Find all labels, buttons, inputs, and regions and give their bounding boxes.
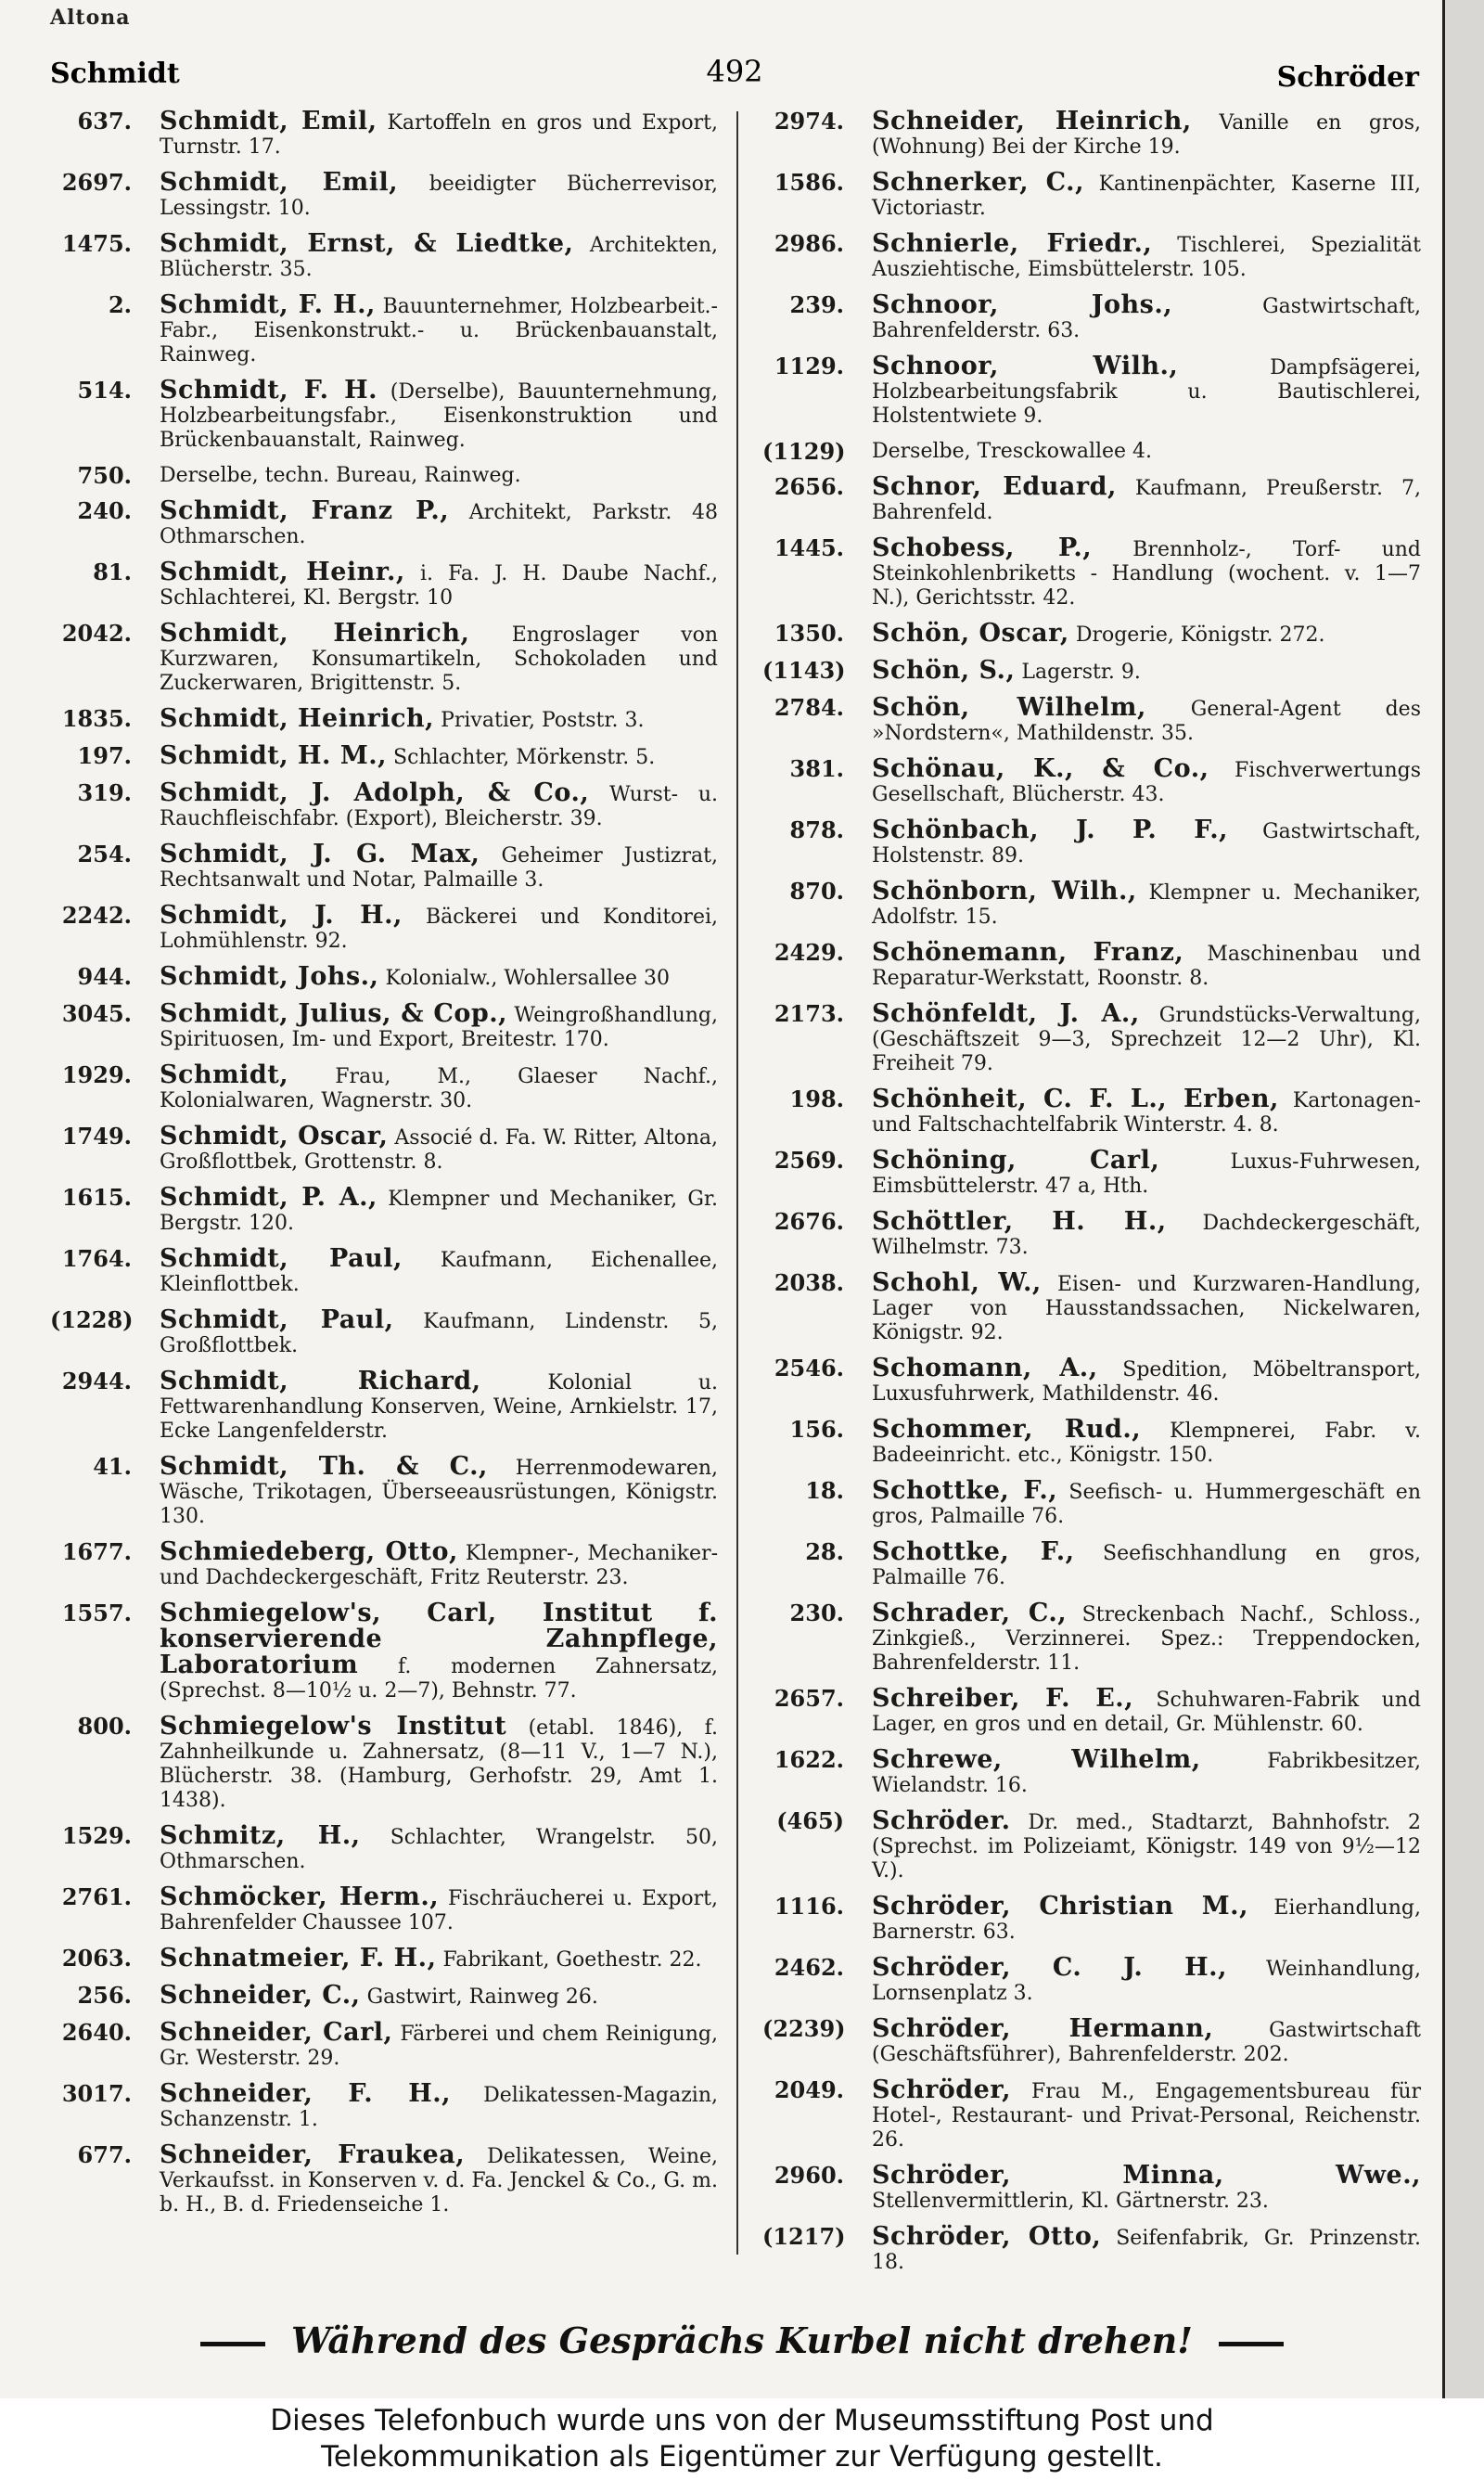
- subscriber-name: Schmidt, Emil,: [160, 107, 377, 135]
- phone-number: 41.: [93, 1453, 132, 1480]
- directory-entry: [50, 901, 718, 954]
- phone-number: (1228): [50, 1306, 134, 1333]
- phone-number: 637.: [77, 108, 132, 135]
- phone-number: 1529.: [61, 1822, 132, 1849]
- warning-dash-right: [1219, 2342, 1284, 2346]
- subscriber-name: Schneider, F. H.,: [160, 2079, 452, 2108]
- subscriber-name: Schmidt, P. A.,: [160, 1183, 377, 1212]
- subscriber-details: Frau M., Engagementsbureau für Hotel-, Restaurant- und Privat-Personal, Reichenstr. 26.: [872, 2080, 1422, 2152]
- directory-entry: [762, 354, 1421, 429]
- subscriber-name: Schmidt, Heinr.,: [160, 558, 405, 586]
- subscriber-details: Grundstücks-Verwaltung, (Geschäftszeit 9—3, Sprechzeit 12—2 Uhr), Kl. Freiheit 79.: [872, 1004, 1421, 1075]
- subscriber-name: Schneider, C.,: [160, 1981, 361, 2010]
- subscriber-name: Schmidt, Johs.,: [160, 962, 379, 991]
- phone-number: 2784.: [774, 694, 844, 721]
- directory-entry: [762, 1953, 1421, 2006]
- directory-entry: [762, 2014, 1421, 2067]
- subscriber-name: Schmidt, Th. & C.,: [160, 1452, 488, 1481]
- directory-entry: [50, 496, 718, 549]
- credit-note: [0, 2403, 1484, 2475]
- subscriber-details: Architekten, Blücherstr. 35.: [160, 234, 718, 281]
- subscriber-name: Schnoor, Johs.,: [872, 290, 1173, 319]
- subscriber-details: Weingroßhandlung, Spirituosen, Im- und Export, Breitestr. 170.: [160, 1004, 718, 1051]
- directory-entry: [762, 818, 1421, 868]
- phone-number: 2676.: [774, 1208, 844, 1235]
- subscriber-details: Weinhandlung, Lornsenplatz 3.: [872, 1958, 1421, 2005]
- directory-entry: [50, 619, 718, 696]
- subscriber-details: Klempnerei, Fabr. v. Badeeinricht. etc., Königstr. 150.: [872, 1420, 1421, 1467]
- directory-entry: [762, 1087, 1421, 1137]
- subscriber-name: Schön, S.,: [872, 656, 1016, 685]
- phone-number: (1143): [762, 657, 846, 684]
- subscriber-name: Schreiber, F. E.,: [872, 1684, 1134, 1713]
- phone-number: 2657.: [774, 1685, 844, 1712]
- phone-number: 2462.: [774, 1954, 844, 1981]
- directory-entry: [50, 1183, 719, 1236]
- subscriber-details: Fabrikbesitzer, Wielandstr. 16.: [872, 1750, 1422, 1797]
- subscriber-details: Kolonial u. Fettwarenhandlung Konserven, Weine, Arnkielstr. 17, Ecke Langenfelderstr.: [160, 1371, 718, 1443]
- directory-entry: [50, 1369, 718, 1444]
- subscriber-name: Schmidt,: [160, 1060, 289, 1089]
- subscriber-details: Färberei und chem Reinigung, Gr. Westerstr. 29.: [160, 2023, 718, 2070]
- subscriber-details: Delikatessen, Weine, Verkaufsst. in Konserven v. d. Fa. Jenckel & Co., G. m. b. H., B. d. Friedenseiche 1.: [160, 2145, 718, 2217]
- phone-number: 870.: [789, 878, 844, 905]
- subscriber-details: Kaufmann, Eichenallee, Kleinflottbek.: [160, 1249, 718, 1296]
- phone-number: 2038.: [774, 1269, 844, 1296]
- phone-number: 750.: [77, 462, 132, 489]
- phone-number: 319.: [77, 779, 132, 806]
- header-right: Schröder: [1276, 61, 1419, 94]
- phone-number: 230.: [789, 1600, 844, 1626]
- directory-entry: [50, 741, 718, 770]
- subscriber-name: Schönborn, Wilh.,: [872, 877, 1137, 906]
- phone-number: 254.: [77, 841, 132, 867]
- phone-number: 1677.: [61, 1538, 132, 1565]
- next-page-edge: [1442, 0, 1484, 2398]
- subscriber-name: Schmöcker, Herm.,: [160, 1882, 440, 1911]
- credit-line-1: Dieses Telefonbuch wurde uns von der Museumsstiftung Post und: [270, 2404, 1214, 2437]
- phone-number: 1129.: [774, 353, 844, 379]
- directory-entry: [762, 999, 1421, 1076]
- subscriber-name: Schmidt, Paul,: [160, 1244, 403, 1273]
- directory-entry: [762, 1806, 1422, 1883]
- phone-number: 2697.: [61, 169, 132, 196]
- subscriber-name: Schönau, K., & Co.,: [872, 754, 1209, 783]
- left-column: [50, 109, 718, 2229]
- directory-entry: [50, 1124, 718, 1175]
- subscriber-name: Schmidt, Heinrich,: [160, 704, 435, 733]
- subscriber-name: Schrewe, Wilhelm,: [872, 1745, 1201, 1774]
- subscriber-details: Wurst- u. Rauchfleischfabr. (Export), Bleicherstr. 39.: [160, 783, 718, 830]
- subscriber-name: Schmidt, J. G. Max,: [160, 840, 480, 868]
- subscriber-name: Schönemann, Franz,: [872, 938, 1184, 967]
- subscriber-details: Delikatessen-Magazin, Schanzenstr. 1.: [160, 2084, 718, 2131]
- right-column: [762, 109, 1421, 2286]
- directory-entry: [50, 1452, 718, 1529]
- subscriber-details: Eisen- und Kurzwaren-Handlung, Lager von Hausstandssachen, Nickelwaren, Königstr. 92.: [872, 1273, 1421, 1344]
- subscriber-name: Schnor, Eduard,: [872, 472, 1117, 501]
- subscriber-name: Schneider, Fraukea,: [160, 2140, 466, 2169]
- subscriber-name: Schmidt, J. H.,: [160, 901, 403, 930]
- directory-entry: [50, 1882, 718, 1935]
- directory-entry: [762, 1684, 1421, 1737]
- phone-number: 944.: [77, 963, 132, 990]
- phone-number: 2761.: [61, 1883, 132, 1910]
- directory-entry: [50, 1601, 718, 1703]
- directory-entry: [50, 1944, 718, 1972]
- directory-entry: [762, 229, 1421, 282]
- directory-entry: [50, 842, 718, 893]
- subscriber-details: Geheimer Justizrat, Rechtsanwalt und Notar, Palmaille 3.: [160, 844, 718, 892]
- subscriber-details: Kartoffeln en gros und Export, Turnstr. 17.: [160, 111, 719, 159]
- subscriber-details: Klempner u. Mechaniker, Adolfstr. 15.: [872, 881, 1422, 929]
- phone-number: 2986.: [774, 230, 844, 257]
- subscriber-name: Schneider, Carl,: [160, 2018, 393, 2047]
- phone-number: 2546.: [774, 1355, 844, 1381]
- subscriber-details: Gastwirtschaft, Holstenstr. 89.: [872, 820, 1421, 867]
- subscriber-name: Schmidt, F. H.: [160, 376, 378, 405]
- subscriber-details: (Derselbe), Bauunternehmung, Holzbearbeitungsfabr., Eisenkonstruktion und Brückenbauanstalt, Rainweg.: [160, 380, 718, 452]
- subscriber-details: Spedition, Möbeltransport, Luxusfuhrwerk, Mathildenstr. 46.: [872, 1358, 1422, 1406]
- directory-entry: [50, 1244, 718, 1297]
- phone-number: 2429.: [774, 939, 844, 966]
- subscriber-details: Eierhandlung, Barnerstr. 63.: [872, 1896, 1421, 1944]
- directory-entry: [762, 472, 1421, 525]
- phone-number: 381.: [789, 755, 844, 782]
- subscriber-name: Schön, Wilhelm,: [872, 693, 1146, 722]
- crank-warning: [0, 2319, 1484, 2361]
- subscriber-details: Klempner und Mechaniker, Gr. Bergstr. 120.: [160, 1188, 719, 1235]
- subscriber-details: Drogerie, Königstr. 272.: [1075, 623, 1325, 647]
- warning-text: Während des Gesprächs Kurbel nicht drehen!: [291, 2319, 1193, 2361]
- phone-number: 239.: [789, 291, 844, 318]
- subscriber-details: Seifenfabrik, Gr. Prinzenstr. 18.: [872, 2227, 1422, 2274]
- phone-number: 3017.: [61, 2080, 132, 2107]
- phone-number: 1929.: [61, 1061, 132, 1088]
- directory-entry: [762, 290, 1421, 343]
- subscriber-details: Kartonagen- und Faltschachtelfabrik Winterstr. 4. 8.: [872, 1089, 1421, 1137]
- column-divider: [736, 111, 738, 2255]
- phone-number: 2242.: [61, 902, 132, 929]
- phone-number: 2656.: [774, 473, 844, 500]
- subscriber-details: General-Agent des »Nordstern«, Mathildenstr. 35.: [872, 698, 1421, 745]
- directory-entry: [50, 1305, 718, 1358]
- subscriber-details: Schlachter, Mörkenstr. 5.: [393, 746, 656, 769]
- phone-number: 2173.: [774, 1000, 844, 1027]
- subscriber-name: Schröder.: [872, 1806, 1011, 1835]
- subscriber-name: Schomann, A.,: [872, 1354, 1098, 1382]
- subscriber-name: Schmiegelow's Institut: [160, 1712, 507, 1741]
- subscriber-name: Schmidt, Paul,: [160, 1305, 394, 1334]
- phone-number: 514.: [77, 377, 132, 404]
- subscriber-details: Bäckerei und Konditorei, Lohmühlenstr. 92.: [160, 906, 718, 953]
- directory-entry: [762, 754, 1421, 807]
- subscriber-name: Schnoor, Wilh.,: [872, 352, 1179, 380]
- credit-line-2: Telekommunikation als Eigentümer zur Verfügung gestellt.: [321, 2440, 1163, 2474]
- subscriber-name: Schröder, Christian M.,: [872, 1892, 1248, 1921]
- subscriber-name: Schmidt, F. H.,: [160, 290, 376, 319]
- subscriber-name: Schnerker, C.,: [872, 168, 1084, 197]
- subscriber-name: Schröder, Otto,: [872, 2222, 1102, 2251]
- subscriber-name: Schmitz, H.,: [160, 1821, 361, 1850]
- phone-number: 28.: [805, 1538, 844, 1565]
- subscriber-name: Schmidt, Emil,: [160, 168, 399, 197]
- directory-entry: [50, 1981, 718, 2010]
- subscriber-name: Schröder, Hermann,: [872, 2014, 1214, 2043]
- subscriber-name: Schneider, Heinrich,: [872, 107, 1192, 135]
- subscriber-details: Fischverwertungs Gesellschaft, Blücherstr. 43.: [872, 759, 1421, 806]
- directory-entry: [762, 1268, 1421, 1345]
- directory-entry: [762, 440, 1421, 464]
- subscriber-details: Kantinenpächter, Kaserne III, Victoriastr.: [872, 173, 1421, 220]
- phone-number: 1586.: [774, 169, 844, 196]
- directory-entry: [50, 376, 718, 453]
- phone-number: 198.: [789, 1086, 844, 1112]
- phone-number: 1764.: [61, 1245, 132, 1272]
- subscriber-details: Engroslager von Kurzwaren, Konsumartikeln, Schokoladen und Zuckerwaren, Brigittenstr. 5.: [160, 623, 718, 695]
- phone-number: 256.: [77, 1982, 132, 2009]
- subscriber-details: Dachdeckergeschäft, Wilhelmstr. 73.: [872, 1212, 1421, 1259]
- subscriber-details: Derselbe, Tresckowallee 4.: [872, 440, 1153, 463]
- directory-entry: [762, 1415, 1421, 1468]
- page-number: 492: [706, 54, 763, 89]
- subscriber-name: Schottke, F.,: [872, 1476, 1058, 1505]
- directory-entry: [762, 619, 1421, 648]
- phone-number: 2049.: [774, 2076, 844, 2103]
- subscriber-details: beeidigter Bücherrevisor, Lessingstr. 10.: [160, 173, 718, 220]
- phone-number: 1615.: [61, 1184, 132, 1211]
- subscriber-details: Kolonialw., Wohlersallee 30: [385, 967, 671, 990]
- subscriber-details: Architekt, Parkstr. 48 Othmarschen.: [160, 501, 718, 548]
- subscriber-details: Bauunternehmer, Holzbearbeit.-Fabr., Eisenkonstrukt.- u. Brückenbauanstalt, Rainweg.: [160, 295, 718, 366]
- phone-number: 1622.: [774, 1746, 844, 1773]
- directory-entry: [762, 1476, 1421, 1529]
- phone-number: (1129): [762, 438, 846, 465]
- subscriber-details: Gastwirtschaft, Bahrenfelderstr. 63.: [872, 295, 1421, 342]
- phone-number: 18.: [805, 1477, 844, 1504]
- directory-entry: [50, 464, 718, 488]
- subscriber-name: Schohl, W.,: [872, 1268, 1042, 1297]
- subscriber-name: Schmiedeberg, Otto,: [160, 1537, 458, 1566]
- directory-entry: [50, 962, 718, 991]
- directory-entry: [50, 1821, 718, 1874]
- subscriber-name: Schönbach, J. P. F.,: [872, 816, 1229, 844]
- phone-number: 2974.: [774, 108, 844, 135]
- directory-entry: [50, 560, 718, 610]
- warning-dash-left: [200, 2342, 265, 2346]
- directory-entry: [50, 290, 718, 367]
- phone-number: (1217): [762, 2223, 846, 2250]
- directory-entry: [762, 1146, 1422, 1199]
- phone-number: 2944.: [61, 1368, 132, 1394]
- directory-entry: [762, 2161, 1421, 2214]
- phone-number: 197.: [77, 742, 132, 769]
- subscriber-details: (etabl. 1846), f. Zahnheilkunde u. Zahnersatz, (8—11 V., 1—7 N.), Blücherstr. 38. (Hamburg, Gerhofstr. 29, Amt 1. 1438).: [160, 1716, 718, 1812]
- directory-entry: [762, 109, 1421, 160]
- directory-entry: [50, 778, 718, 831]
- subscriber-details: Lagerstr. 9.: [1021, 661, 1141, 684]
- directory-entry: [762, 1745, 1422, 1798]
- subscriber-details: Fabrikant, Goethestr. 22.: [442, 1948, 702, 1972]
- subscriber-details: Stellenvermittlerin, Kl. Gärtnerstr. 23.: [872, 2190, 1269, 2213]
- directory-entry: [762, 1601, 1421, 1676]
- phone-number: 3045.: [61, 1000, 132, 1027]
- subscriber-name: Schnierle, Friedr.,: [872, 229, 1153, 258]
- phone-number: 1557.: [61, 1600, 132, 1626]
- subscriber-details: Fischräucherei u. Export, Bahrenfelder Chaussee 107.: [160, 1887, 718, 1934]
- subscriber-details: Klempner-, Mechaniker- und Dachdeckergeschäft, Fritz Reuterstr. 23.: [160, 1542, 718, 1589]
- subscriber-details: Dr. med., Stadtarzt, Bahnhofstr. 2 (Sprechst. im Polizeiamt, Königstr. 149 von 9½—12 V.).: [872, 1811, 1422, 1882]
- phone-number: 2640.: [61, 2019, 132, 2046]
- directory-entry: [762, 168, 1421, 221]
- subscriber-name: Schmiegelow's, Carl, Institut f. konservierende Zahnpflege, Laboratorium: [160, 1599, 718, 1679]
- subscriber-details: Kaufmann, Preußerstr. 7, Bahrenfeld.: [872, 477, 1421, 524]
- subscriber-details: Dampfsägerei, Holzbearbeitungsfabrik u. Bautischlerei, Holstentwiete 9.: [872, 356, 1421, 428]
- phone-number: 2569.: [774, 1147, 844, 1174]
- subscriber-name: Schmidt, Richard,: [160, 1367, 481, 1395]
- subscriber-details: Schuhwaren-Fabrik und Lager, en gros und en detail, Gr. Mühlenstr. 60.: [872, 1689, 1421, 1736]
- directory-entry: [762, 1356, 1421, 1407]
- subscriber-details: Luxus-Fuhrwesen, Eimsbüttelerstr. 47 a, Hth.: [872, 1150, 1422, 1198]
- subscriber-name: Schöttler, H. H.,: [872, 1207, 1167, 1236]
- directory-entry: [50, 1060, 718, 1113]
- directory-entry: [762, 2075, 1422, 2152]
- directory-entry: [762, 877, 1422, 930]
- phone-number: 800.: [77, 1713, 132, 1740]
- subscriber-details: Brennholz-, Torf- und Steinkohlenbriketts - Handlung (wochent. v. 1—7 N.), Gerichtsstr. 42.: [872, 538, 1421, 610]
- subscriber-name: Schröder, C. J. H.,: [872, 1953, 1227, 1982]
- phone-number: 677.: [77, 2141, 132, 2168]
- subscriber-details: Gastwirtschaft (Geschäftsführer), Bahrenfelderstr. 202.: [872, 2019, 1421, 2066]
- subscriber-name: Schmidt, Julius, & Cop.,: [160, 999, 508, 1028]
- directory-entry: [50, 2018, 718, 2071]
- directory-entry: [762, 1537, 1421, 1590]
- phone-number: 878.: [789, 816, 844, 843]
- phone-number: 156.: [789, 1416, 844, 1443]
- directory-entry: [762, 656, 1421, 685]
- phone-number: 1749.: [61, 1123, 132, 1150]
- subscriber-name: Schobess, P.,: [872, 533, 1093, 562]
- header-left: Schmidt: [50, 58, 180, 90]
- top-fragment: Altona: [50, 6, 131, 30]
- directory-entry: [762, 1892, 1421, 1945]
- subscriber-name: Schmidt, Ernst, & Liedtke,: [160, 229, 574, 258]
- subscriber-name: Schönfeldt, J. A.,: [872, 999, 1140, 1028]
- subscriber-details: Gastwirt, Rainweg 26.: [366, 1985, 598, 2009]
- directory-entry: [50, 229, 718, 282]
- subscriber-name: Schröder, Minna, Wwe.,: [872, 2161, 1421, 2190]
- directory-entry: [50, 1537, 718, 1590]
- subscriber-name: Schöning, Carl,: [872, 1146, 1160, 1175]
- subscriber-name: Schönheit, C. F. L., Erben,: [872, 1085, 1279, 1113]
- phone-number: 1835.: [61, 705, 132, 732]
- subscriber-details: f. modernen Zahnersatz, (Sprechst. 8—10½ u. 2—7), Behnstr. 77.: [160, 1655, 718, 1703]
- subscriber-details: Privatier, Poststr. 3.: [441, 709, 645, 732]
- directory-entry: [50, 109, 718, 160]
- subscriber-details: Frau, M., Glaeser Nachf., Kolonialwaren, Wagnerstr. 30.: [160, 1065, 718, 1112]
- subscriber-details: Seefisch- u. Hummergeschäft en gros, Palmaille 76.: [872, 1481, 1421, 1528]
- subscriber-details: Maschinenbau und Reparatur-Werkstatt, Roonstr. 8.: [872, 943, 1421, 990]
- directory-entry: [762, 1207, 1421, 1260]
- phone-number: 2063.: [61, 1945, 132, 1972]
- phone-number: (2239): [762, 2015, 846, 2042]
- page-header: [50, 54, 1419, 95]
- directory-entry: [762, 533, 1421, 610]
- subscriber-details: Schlachter, Wrangelstr. 50, Othmarschen.: [160, 1826, 718, 1873]
- subscriber-name: Schnatmeier, F. H.,: [160, 1944, 437, 1972]
- subscriber-name: Schmidt, Heinrich,: [160, 619, 470, 648]
- phone-number: (465): [776, 1807, 844, 1834]
- subscriber-name: Schmidt, Franz P.,: [160, 496, 450, 525]
- subscriber-details: Tischlerei, Spezialität Ausziehtische, Eimsbüttelerstr. 105.: [872, 234, 1421, 281]
- subscriber-name: Schottke, F.,: [872, 1537, 1075, 1566]
- subscriber-details: Herrenmodewaren, Wäsche, Trikotagen, Überseeausrüstungen, Königstr. 130.: [160, 1457, 718, 1528]
- subscriber-details: Derselbe, techn. Bureau, Rainweg.: [160, 464, 521, 487]
- subscriber-name: Schmidt, Oscar,: [160, 1122, 389, 1150]
- phone-number: 1116.: [774, 1893, 844, 1920]
- phone-number: 2042.: [61, 620, 132, 647]
- subscriber-details: Vanille en gros, (Wohnung) Bei der Kirche 19.: [872, 111, 1421, 159]
- directory-entry: [762, 938, 1421, 991]
- subscriber-details: i. Fa. J. H. Daube Nachf., Schlachterei, Kl. Bergstr. 10: [160, 562, 719, 610]
- phone-number: 1475.: [61, 230, 132, 257]
- subscriber-name: Schrader, C.,: [872, 1599, 1068, 1627]
- directory-entry: [50, 704, 718, 733]
- directory-entry: [50, 1712, 718, 1813]
- phone-number: 1350.: [774, 620, 844, 647]
- subscriber-details: Kaufmann, Lindenstr. 5, Großflottbek.: [160, 1310, 718, 1357]
- subscriber-name: Schmidt, H. M.,: [160, 741, 388, 770]
- phone-number: 2.: [108, 291, 132, 318]
- directory-entry: [762, 693, 1421, 746]
- directory-entry: [50, 2079, 718, 2132]
- subscriber-name: Schommer, Rud.,: [872, 1415, 1142, 1444]
- phone-number: 81.: [93, 559, 132, 585]
- subscriber-details: Associé d. Fa. W. Ritter, Altona, Großflottbek, Grottenstr. 8.: [160, 1126, 718, 1174]
- phone-number: 240.: [77, 497, 132, 524]
- phone-number: 1445.: [774, 534, 844, 561]
- directory-entry: [50, 2140, 718, 2217]
- subscriber-name: Schröder,: [872, 2075, 1012, 2104]
- directory-entry: [50, 999, 718, 1052]
- subscriber-details: Streckenbach Nachf., Schloss., Zinkgieß., Verzinnerei. Spez.: Treppendocken, Bahrenfelderstr. 11.: [872, 1603, 1421, 1675]
- subscriber-name: Schön, Oscar,: [872, 619, 1069, 648]
- directory-entry: [50, 168, 718, 221]
- subscriber-name: Schmidt, J. Adolph, & Co.,: [160, 778, 590, 807]
- subscriber-details: Seefischhandlung en gros, Palmaille 76.: [872, 1542, 1421, 1589]
- directory-entry: [762, 2222, 1422, 2275]
- phone-number: 2960.: [774, 2162, 844, 2189]
